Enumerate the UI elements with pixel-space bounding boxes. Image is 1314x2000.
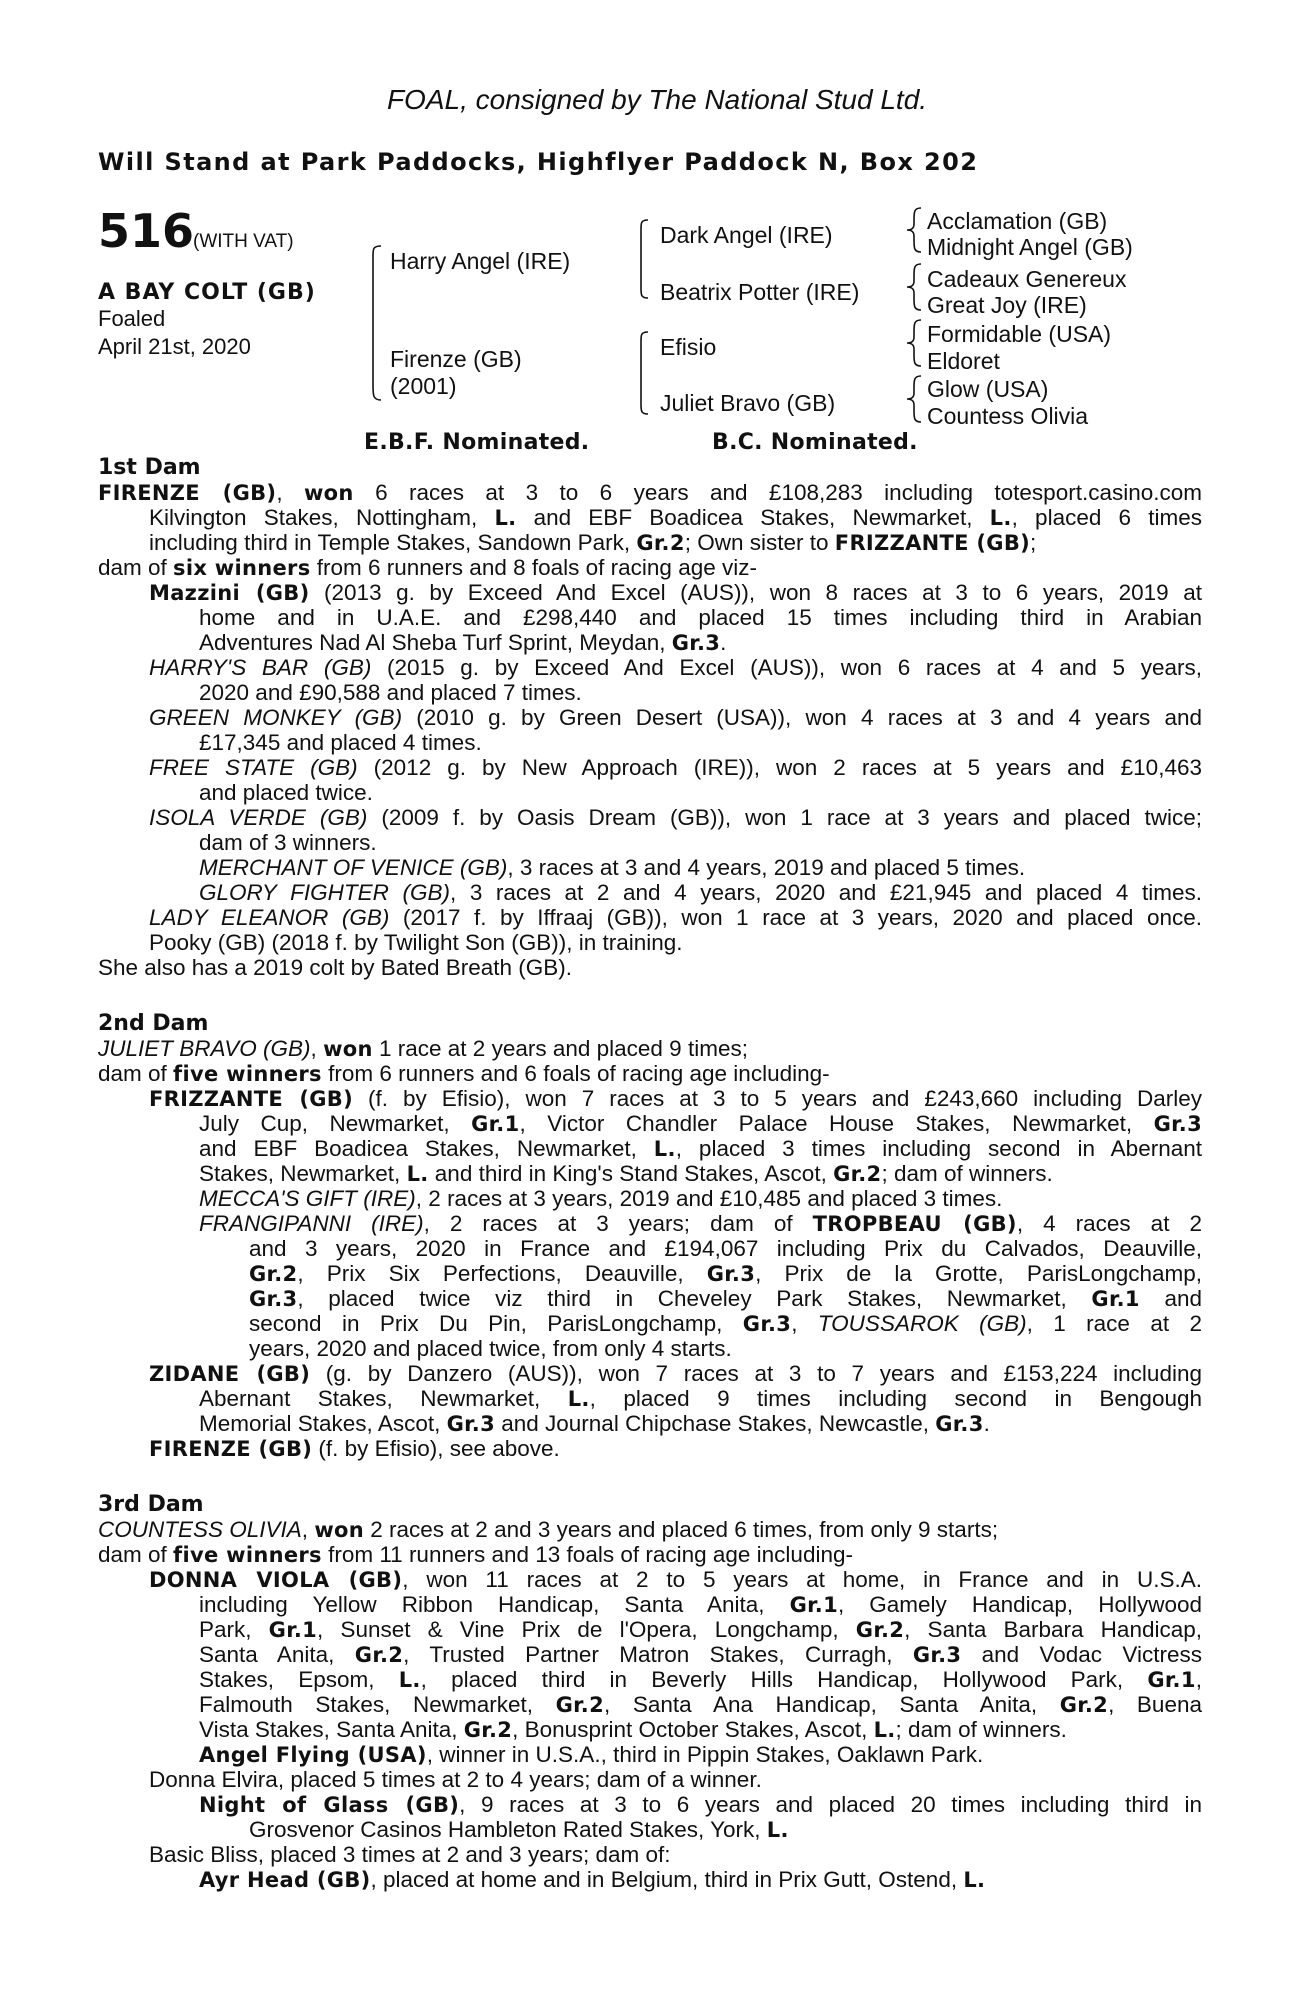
text-span: , placed third in Beverly Hills Handicap, Hollywood Park, — [420, 1667, 1148, 1692]
won-label: won — [303, 481, 354, 505]
pedigree-bracket — [637, 220, 649, 298]
text-line — [199, 882, 1202, 905]
text-span: dam of — [98, 1061, 174, 1086]
grade-label: L. — [989, 506, 1012, 530]
text-span: 2 races at 2 and 3 years and placed 6 times, from only 9 starts; — [364, 1517, 999, 1542]
horse-name: Mazzini (GB) — [149, 581, 310, 605]
text-span: , 4 races at 2 — [1016, 1211, 1202, 1236]
text-line — [199, 1138, 1202, 1161]
text-span: , 2 races at 3 years; dam of — [423, 1211, 813, 1236]
text-span: (2013 g. by Exceed And Excel (AUS)), won 8 races at 3 to 6 years, 2019 at — [309, 580, 1202, 605]
text-span: Vista Stakes, Santa Anita, — [199, 1717, 464, 1742]
ancestor-g3: Cadeaux Genereux — [927, 266, 1127, 292]
horse-name: DONNA VIOLA (GB) — [149, 1568, 403, 1592]
section-heading: 1st Dam — [98, 455, 201, 480]
grade-label: Gr.2 — [833, 1162, 882, 1186]
text-span: and Vodac Victress — [961, 1642, 1202, 1667]
winners-count: five winners — [173, 1543, 322, 1567]
text-span: , 2 races at 3 years, 2019 and £10,485 and placed 3 times. — [415, 1186, 1003, 1211]
grade-label: L. — [766, 1818, 789, 1842]
pedigree-bracket — [906, 264, 922, 310]
text-span: , 9 races at 3 to 6 years and placed 20 times including third in — [459, 1792, 1202, 1817]
horse-name: LADY ELEANOR (GB) — [149, 905, 390, 930]
won-label: won — [314, 1518, 364, 1542]
text-line — [98, 1038, 748, 1061]
text-span: , Prix de la Grotte, ParisLongchamp, — [755, 1261, 1203, 1286]
horse-name: FREE STATE (GB) — [149, 755, 358, 780]
section-heading: 3rd Dam — [98, 1492, 204, 1517]
text-line — [149, 1569, 1202, 1592]
text-span: ; dam of winners. — [895, 1717, 1067, 1742]
grade-label: Gr.2 — [1059, 1693, 1109, 1717]
grade-label: Gr.2 — [855, 1618, 905, 1642]
grade-label: Gr.2 — [463, 1718, 513, 1742]
pedigree-bracket — [637, 332, 649, 414]
text-span: (2017 f. by Iffraaj (GB)), won 1 race at 3 years, 2020 and placed once. — [389, 905, 1202, 930]
text-line — [199, 1413, 990, 1436]
grade-label: Gr.1 — [471, 1112, 520, 1136]
text-line — [199, 1388, 1202, 1411]
text-span: , — [1195, 1667, 1202, 1692]
text-line: dam of 3 winners. — [199, 830, 377, 855]
grade-label: Gr.1 — [789, 1593, 838, 1617]
text-span: (2012 g. by New Approach (IRE)), won 2 races at 5 years and £10,463 — [357, 755, 1202, 780]
text-span: Stakes, Epsom, — [199, 1667, 399, 1692]
horse-name: FIRENZE (GB) — [149, 1437, 313, 1461]
grade-label: Gr.2 — [354, 1643, 404, 1667]
ancestor-g2: Midnight Angel (GB) — [927, 234, 1133, 260]
text-span: , placed 3 times including second in Abernant — [675, 1136, 1202, 1161]
text-line — [149, 757, 1202, 780]
grade-label: L. — [406, 1162, 429, 1186]
text-span: and EBF Boadicea Stakes, Newmarket, — [199, 1136, 654, 1161]
grade-label: L. — [653, 1137, 676, 1161]
text-span: and third in King's Stand Stakes, Ascot, — [428, 1161, 834, 1186]
text-span: , Santa Ana Handicap, Santa Anita, — [603, 1692, 1060, 1717]
text-line — [199, 1644, 1202, 1667]
grade-label: Gr.3 — [935, 1412, 984, 1436]
ancestor-g8: Countess Olivia — [927, 403, 1089, 429]
text-line — [199, 1719, 1067, 1742]
text-line — [199, 1869, 985, 1892]
horse-name: ZIDANE (GB) — [149, 1362, 311, 1386]
text-line — [199, 1619, 1202, 1642]
horse-name: MECCA'S GIFT (IRE) — [199, 1186, 416, 1211]
pedigree-bracket — [906, 208, 922, 252]
text-line — [199, 857, 1025, 880]
text-line — [199, 1213, 1202, 1236]
dam-name: JULIET BRAVO (GB) — [98, 1036, 311, 1061]
text-line — [199, 1669, 1202, 1692]
text-span: , Trusted Partner Matron Stakes, Curragh, — [403, 1642, 913, 1667]
vat-note: (WITH VAT) — [193, 231, 294, 252]
text-line: Basic Bliss, placed 3 times at 2 and 3 years; dam of: — [149, 1842, 671, 1867]
text-span: including Yellow Ribbon Handicap, Santa Anita, — [199, 1592, 790, 1617]
pedigree-bracket — [906, 376, 922, 422]
text-span: , — [276, 480, 304, 505]
horse-name: GREEN MONKEY (GB) — [149, 705, 403, 730]
text-span: (f. by Efisio), won 7 races at 3 to 5 years and £243,660 including Darley — [352, 1086, 1203, 1111]
text-span: . — [720, 630, 727, 655]
text-span: , placed 6 times — [1011, 505, 1202, 530]
grade-label: Gr.1 — [1147, 1668, 1196, 1692]
grade-label: L. — [398, 1668, 421, 1692]
winners-count: six winners — [173, 556, 311, 580]
text-line: She also has a 2019 colt by Bated Breath (GB). — [98, 955, 573, 980]
bc-nomination: B.C. Nominated. — [712, 430, 918, 455]
text-line: 2020 and £90,588 and placed 7 times. — [199, 680, 582, 705]
text-line — [149, 1363, 1202, 1386]
text-line — [199, 1694, 1202, 1717]
grade-label: L. — [494, 506, 517, 530]
text-line — [149, 532, 1036, 555]
text-span: , Bonusprint October Stakes, Ascot, — [512, 1717, 874, 1742]
ancestor-g4: Great Joy (IRE) — [927, 292, 1087, 318]
grade-label: Gr.2 — [555, 1693, 604, 1717]
text-span: and Journal Chipchase Stakes, Newcastle, — [494, 1411, 936, 1436]
horse-name: Night of Glass (GB) — [199, 1793, 460, 1817]
text-span: , Prix Six Perfections, Deauville, — [297, 1261, 707, 1286]
text-span: , placed 9 times including second in Bengough — [589, 1386, 1202, 1411]
grade-label: Gr.3 — [706, 1262, 756, 1286]
text-line — [98, 557, 757, 580]
text-span: (g. by Danzero (AUS)), won 7 races at 3 to 7 years and £153,224 including — [310, 1361, 1202, 1386]
text-line — [149, 907, 1202, 930]
grade-label: L. — [567, 1387, 590, 1411]
text-span: , — [301, 1517, 315, 1542]
text-span: Kilvington Stakes, Nottingham, — [149, 505, 495, 530]
text-line — [149, 707, 1202, 730]
text-line — [199, 1188, 1002, 1211]
horse-name: HARRY'S BAR (GB) — [149, 655, 372, 680]
grade-label: Gr.3 — [742, 1312, 792, 1336]
horse-name: Ayr Head (GB) — [199, 1868, 371, 1892]
ancestor-g7: Glow (USA) — [927, 376, 1049, 402]
grade-label: Gr.3 — [912, 1643, 962, 1667]
text-span: from 11 runners and 13 foals of racing age including- — [321, 1542, 853, 1567]
text-line — [199, 1744, 983, 1767]
text-span: 1 race at 2 years and placed 9 times; — [372, 1036, 748, 1061]
text-line — [199, 1594, 1202, 1617]
text-span: , placed twice viz third in Cheveley Park Stakes, Newmarket, — [297, 1286, 1092, 1311]
horse-name: ISOLA VERDE (GB) — [149, 805, 368, 830]
text-span: Abernant Stakes, Newmarket, — [199, 1386, 568, 1411]
text-line — [199, 1163, 1053, 1186]
text-span: , placed at home and in Belgium, third in Prix Gutt, Ostend, — [370, 1867, 964, 1892]
sire: Harry Angel (IRE) — [390, 248, 571, 274]
text-span: , Gamely Handicap, Hollywood — [837, 1592, 1202, 1617]
sire-dam: Beatrix Potter (IRE) — [660, 279, 860, 305]
text-span: , — [310, 1036, 324, 1061]
text-span: (f. by Efisio), see above. — [312, 1436, 560, 1461]
foaled-label: Foaled — [98, 306, 166, 331]
foaled-date: April 21st, 2020 — [98, 334, 251, 359]
text-span: including third in Temple Stakes, Sandown Park, — [149, 530, 637, 555]
text-span: July Cup, Newmarket, — [199, 1111, 472, 1136]
text-line: Pooky (GB) (2018 f. by Twilight Son (GB)), in training. — [149, 930, 683, 955]
text-span: Grosvenor Casinos Hambleton Rated Stakes, York, — [249, 1817, 767, 1842]
dam-sire: Efisio — [660, 334, 717, 360]
text-line — [199, 632, 726, 655]
text-line — [98, 1519, 998, 1542]
dam: Firenze (GB) — [390, 346, 522, 372]
horse-name: TROPBEAU (GB) — [812, 1212, 1017, 1236]
text-span: ; Own sister to — [684, 530, 835, 555]
text-span: Adventures Nad Al Sheba Turf Sprint, Meydan, — [199, 630, 672, 655]
text-span: and EBF Boadicea Stakes, Newmarket, — [516, 505, 990, 530]
text-span: Park, — [199, 1617, 269, 1642]
text-span: ; dam of winners. — [881, 1161, 1053, 1186]
text-span: (2009 f. by Oasis Dream (GB)), won 1 race at 3 years and placed twice; — [367, 805, 1202, 830]
text-span: and — [1139, 1286, 1202, 1311]
text-line — [149, 657, 1202, 680]
text-span: Falmouth Stakes, Newmarket, — [199, 1692, 556, 1717]
text-line — [149, 582, 1202, 605]
text-line — [249, 1819, 789, 1842]
text-line — [199, 1794, 1202, 1817]
text-line — [149, 807, 1202, 830]
dam-dam: Juliet Bravo (GB) — [660, 390, 836, 416]
text-span: , Santa Barbara Handicap, — [904, 1617, 1202, 1642]
grade-label: L. — [873, 1718, 896, 1742]
ebf-nomination: E.B.F. Nominated. — [364, 430, 590, 455]
text-span: ; — [1030, 530, 1037, 555]
grade-label: Gr.2 — [249, 1262, 298, 1286]
text-span: , — [791, 1311, 818, 1336]
grade-label: Gr.1 — [268, 1618, 318, 1642]
text-line — [98, 1063, 830, 1086]
pedigree-bracket — [906, 320, 922, 366]
sire-sire: Dark Angel (IRE) — [660, 222, 833, 248]
horse-name: GLORY FIGHTER (GB) — [199, 880, 450, 905]
text-span: from 6 runners and 8 foals of racing age viz- — [310, 555, 757, 580]
text-span: from 6 runners and 6 foals of racing age including- — [321, 1061, 830, 1086]
horse-name: FRIZZANTE (GB) — [149, 1087, 353, 1111]
stand-location: Will Stand at Park Paddocks, Highflyer Paddock N, Box 202 — [98, 148, 979, 176]
text-span: . — [983, 1411, 990, 1436]
horse-title: A BAY COLT (GB) — [98, 280, 316, 305]
horse-name: FRIZZANTE (GB) — [834, 531, 1031, 555]
dam-name: FIRENZE (GB) — [98, 481, 277, 505]
dam-year: (2001) — [390, 373, 457, 399]
text-line — [98, 482, 1202, 505]
text-span: , Victor Chandler Palace House Stakes, Newmarket, — [519, 1111, 1154, 1136]
grade-label: Gr.2 — [636, 531, 685, 555]
text-line — [98, 1544, 853, 1567]
ancestor-g5: Formidable (USA) — [927, 321, 1112, 347]
text-line: Donna Elvira, placed 5 times at 2 to 4 years; dam of a winner. — [149, 1767, 762, 1792]
text-span: Stakes, Newmarket, — [199, 1161, 407, 1186]
horse-name: TOUSSAROK (GB) — [817, 1311, 1027, 1336]
text-span: , winner in U.S.A., third in Pippin Stakes, Oaklawn Park. — [426, 1742, 984, 1767]
text-line — [149, 507, 1202, 530]
won-label: won — [323, 1037, 373, 1061]
dam-name: COUNTESS OLIVIA — [98, 1517, 302, 1542]
text-span: (2010 g. by Green Desert (USA)), won 4 races at 3 and 4 years and — [402, 705, 1203, 730]
ancestor-g6: Eldoret — [927, 348, 1000, 374]
text-line: years, 2020 and placed twice, from only 4 starts. — [249, 1336, 732, 1361]
text-span: , 1 race at 2 — [1026, 1311, 1202, 1336]
grade-label: Gr.3 — [446, 1412, 495, 1436]
text-span: , Buena — [1108, 1692, 1202, 1717]
text-span: dam of — [98, 1542, 174, 1567]
grade-label: Gr.3 — [249, 1287, 298, 1311]
text-span: Santa Anita, — [199, 1642, 355, 1667]
grade-label: Gr.3 — [671, 631, 721, 655]
horse-name: FRANGIPANNI (IRE) — [199, 1211, 424, 1236]
text-span: 6 races at 3 to 6 years and £108,283 including totesport.casino.com — [353, 480, 1202, 505]
section-heading: 2nd Dam — [98, 1011, 209, 1036]
horse-name: MERCHANT OF VENICE (GB) — [199, 855, 508, 880]
text-span: , 3 races at 3 and 4 years, 2019 and placed 5 times. — [507, 855, 1026, 880]
text-line: home and in U.A.E. and £298,440 and placed 15 times including third in Arabian — [199, 605, 1202, 630]
text-line — [149, 1088, 1202, 1111]
text-span: second in Prix Du Pin, ParisLongchamp, — [249, 1311, 743, 1336]
text-line — [199, 1113, 1202, 1136]
text-span: , 3 races at 2 and 4 years, 2020 and £21,945 and placed 4 times. — [449, 880, 1202, 905]
consignment-header: FOAL, consigned by The National Stud Ltd. — [386, 84, 928, 115]
text-span: dam of — [98, 555, 174, 580]
horse-name: Angel Flying (USA) — [199, 1743, 427, 1767]
ancestor-g1: Acclamation (GB) — [927, 208, 1108, 234]
text-line — [149, 1438, 560, 1461]
text-span: (2015 g. by Exceed And Excel (AUS)), won 6 races at 4 and 5 years, — [371, 655, 1202, 680]
pedigree-bracket — [368, 246, 382, 400]
grade-label: Gr.1 — [1091, 1287, 1140, 1311]
text-line — [249, 1288, 1202, 1311]
text-span: , won 11 races at 2 to 5 years at home, in France and in U.S.A. — [402, 1567, 1202, 1592]
text-line: and 3 years, 2020 in France and £194,067 including Prix du Calvados, Deauville, — [249, 1236, 1202, 1261]
winners-count: five winners — [173, 1062, 322, 1086]
text-line — [249, 1313, 1202, 1336]
lot-number: 516 — [98, 204, 195, 258]
grade-label: Gr.3 — [1153, 1112, 1202, 1136]
text-line: £17,345 and placed 4 times. — [199, 730, 482, 755]
grade-label: L. — [963, 1868, 986, 1892]
text-line — [249, 1263, 1202, 1286]
text-span: Memorial Stakes, Ascot, — [199, 1411, 447, 1436]
text-span: , Sunset & Vine Prix de l'Opera, Longchamp, — [317, 1617, 856, 1642]
text-line: and placed twice. — [199, 780, 373, 805]
